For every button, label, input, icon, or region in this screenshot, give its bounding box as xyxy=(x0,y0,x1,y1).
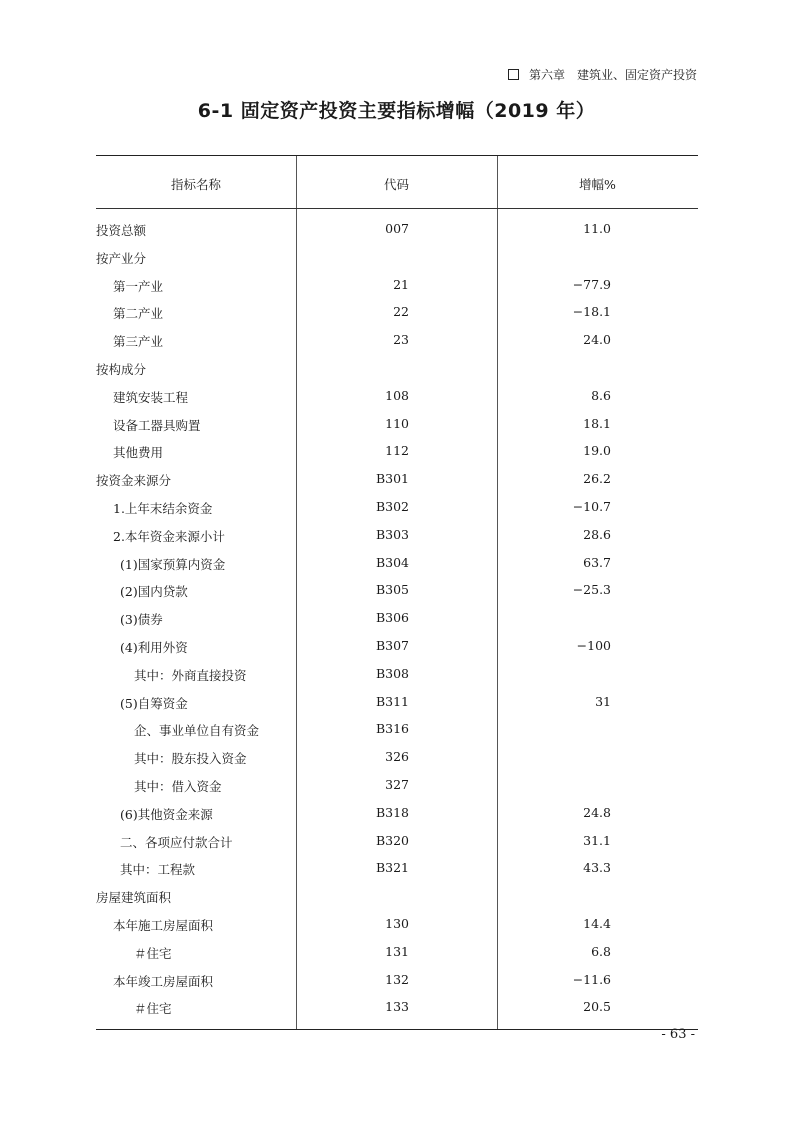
table-row xyxy=(96,382,698,410)
indicator-code: B316 xyxy=(375,721,409,737)
column-header-name: 指标名称 xyxy=(170,177,221,192)
indicator-name: 其中：工程款 xyxy=(120,862,196,878)
growth-value: 18.1 xyxy=(583,415,611,431)
growth-value: 26.2 xyxy=(583,471,611,487)
growth-value: 24.0 xyxy=(583,332,611,348)
growth-value: 14.4 xyxy=(583,915,611,931)
table-row xyxy=(96,993,698,1021)
indicator-name: 按资金来源分 xyxy=(96,473,172,489)
table-row xyxy=(96,882,698,910)
indicator-name: ＃住宅 xyxy=(134,1001,172,1017)
table-row xyxy=(96,938,698,966)
indicator-code: B301 xyxy=(375,471,409,487)
table-row xyxy=(96,410,698,438)
indicator-name: 2.本年资金来源小计 xyxy=(113,528,225,544)
growth-value: 31 xyxy=(595,693,611,709)
indicator-name: 第一产业 xyxy=(113,278,164,294)
indicator-code: 22 xyxy=(393,304,409,320)
indicator-name: 二、各项应付款合计 xyxy=(120,834,233,850)
indicator-name: (5)自筹资金 xyxy=(120,695,188,711)
indicator-code: B302 xyxy=(375,498,409,514)
growth-value: 31.1 xyxy=(583,832,611,848)
growth-value: 6.8 xyxy=(591,943,611,959)
table-row xyxy=(96,854,698,882)
column-header-code: 代码 xyxy=(383,177,409,192)
indicator-name: (3)债券 xyxy=(120,612,163,628)
indicator-code: B303 xyxy=(375,526,409,542)
growth-value: 20.5 xyxy=(583,999,611,1015)
indicator-name: (1)国家预算内资金 xyxy=(120,556,226,572)
indicator-code: 132 xyxy=(385,971,409,987)
indicator-name: 按产业分 xyxy=(96,250,147,266)
page-number: - 63 - xyxy=(661,1027,695,1042)
indicator-name: (4)利用外资 xyxy=(120,639,188,655)
table-row xyxy=(96,799,698,827)
table-row xyxy=(96,743,698,771)
indicator-name: 本年施工房屋面积 xyxy=(113,917,214,933)
indicator-name: ＃住宅 xyxy=(134,945,172,961)
growth-value: 63.7 xyxy=(583,554,611,570)
section-title: 第六章 建筑业、固定资产投资 xyxy=(528,68,697,82)
page-title: 6-1 固定资产投资主要指标增幅（2019 年） xyxy=(197,100,596,122)
table-row xyxy=(96,493,698,521)
table-header xyxy=(96,156,698,209)
indicator-name: 其他费用 xyxy=(113,445,164,461)
table-row xyxy=(96,715,698,743)
growth-value: −100 xyxy=(576,637,611,653)
indicator-name: 本年竣工房屋面积 xyxy=(113,973,214,989)
indicator-name: (6)其他资金来源 xyxy=(120,806,213,822)
growth-value: −11.6 xyxy=(572,971,611,987)
indicator-name: 其中：股东投入资金 xyxy=(134,751,247,767)
indicator-name: 1.上年末结余资金 xyxy=(113,500,213,516)
growth-value: 8.6 xyxy=(591,387,611,403)
indicator-code: B306 xyxy=(375,610,409,626)
table-row xyxy=(96,326,698,354)
indicator-code: B305 xyxy=(375,582,409,598)
table-row xyxy=(96,271,698,299)
indicator-code: B320 xyxy=(375,832,409,848)
column-header-growth: 增幅% xyxy=(579,177,616,192)
indicator-code: 21 xyxy=(393,276,409,292)
indicator-code: 108 xyxy=(385,387,409,403)
table-row xyxy=(96,660,698,688)
indicator-code: 133 xyxy=(385,999,409,1015)
growth-value: 43.3 xyxy=(583,860,611,876)
indicator-code: 326 xyxy=(385,749,409,765)
indicator-code: 110 xyxy=(385,415,409,431)
indicator-code: B307 xyxy=(375,637,409,653)
table-row xyxy=(96,298,698,326)
indicator-name: (2)国内贷款 xyxy=(120,584,188,600)
growth-value: −18.1 xyxy=(572,304,611,320)
running-header xyxy=(508,66,697,83)
indicator-name: 设备工器具购置 xyxy=(113,417,201,433)
growth-value: 24.8 xyxy=(583,804,611,820)
indicator-name: 第三产业 xyxy=(113,334,164,350)
indicator-code: 130 xyxy=(385,915,409,931)
table-row xyxy=(96,243,698,271)
growth-value: −10.7 xyxy=(572,498,611,514)
indicator-name: 建筑安装工程 xyxy=(113,389,189,405)
table-row xyxy=(96,576,698,604)
table-row xyxy=(96,688,698,716)
statistics-table xyxy=(96,155,698,1030)
growth-value: −77.9 xyxy=(572,276,611,292)
indicator-name: 第二产业 xyxy=(113,306,164,322)
indicator-code: B318 xyxy=(375,804,409,820)
checkbox-icon xyxy=(508,69,519,80)
growth-value: 19.0 xyxy=(583,443,611,459)
indicator-code: B321 xyxy=(375,860,409,876)
indicator-code: B308 xyxy=(375,665,409,681)
growth-value: 11.0 xyxy=(583,221,611,236)
indicator-code: 131 xyxy=(385,943,409,959)
table-body xyxy=(96,209,698,1029)
indicator-name: 投资总额 xyxy=(96,223,147,238)
indicator-code: 112 xyxy=(385,443,409,459)
growth-value: 28.6 xyxy=(583,526,611,542)
indicator-name: 其中：外商直接投资 xyxy=(134,667,247,683)
indicator-name: 房屋建筑面积 xyxy=(96,890,172,906)
table-row xyxy=(96,215,698,243)
indicator-code: B311 xyxy=(375,693,409,709)
table-row xyxy=(96,465,698,493)
table-row xyxy=(96,354,698,382)
indicator-code: B304 xyxy=(375,554,409,570)
indicator-code: 327 xyxy=(385,776,409,792)
table-row xyxy=(96,827,698,855)
table-row xyxy=(96,966,698,994)
indicator-code: 23 xyxy=(393,332,409,348)
table-row xyxy=(96,910,698,938)
indicator-code: 007 xyxy=(385,221,409,236)
table-row xyxy=(96,549,698,577)
table-row xyxy=(96,632,698,660)
growth-value: −25.3 xyxy=(572,582,611,598)
table-row xyxy=(96,604,698,632)
table-row xyxy=(96,771,698,799)
indicator-name: 其中：借入资金 xyxy=(134,778,222,794)
indicator-name: 企、事业单位自有资金 xyxy=(134,723,260,739)
table-row xyxy=(96,437,698,465)
table-row xyxy=(96,521,698,549)
indicator-name: 按构成分 xyxy=(96,361,147,377)
